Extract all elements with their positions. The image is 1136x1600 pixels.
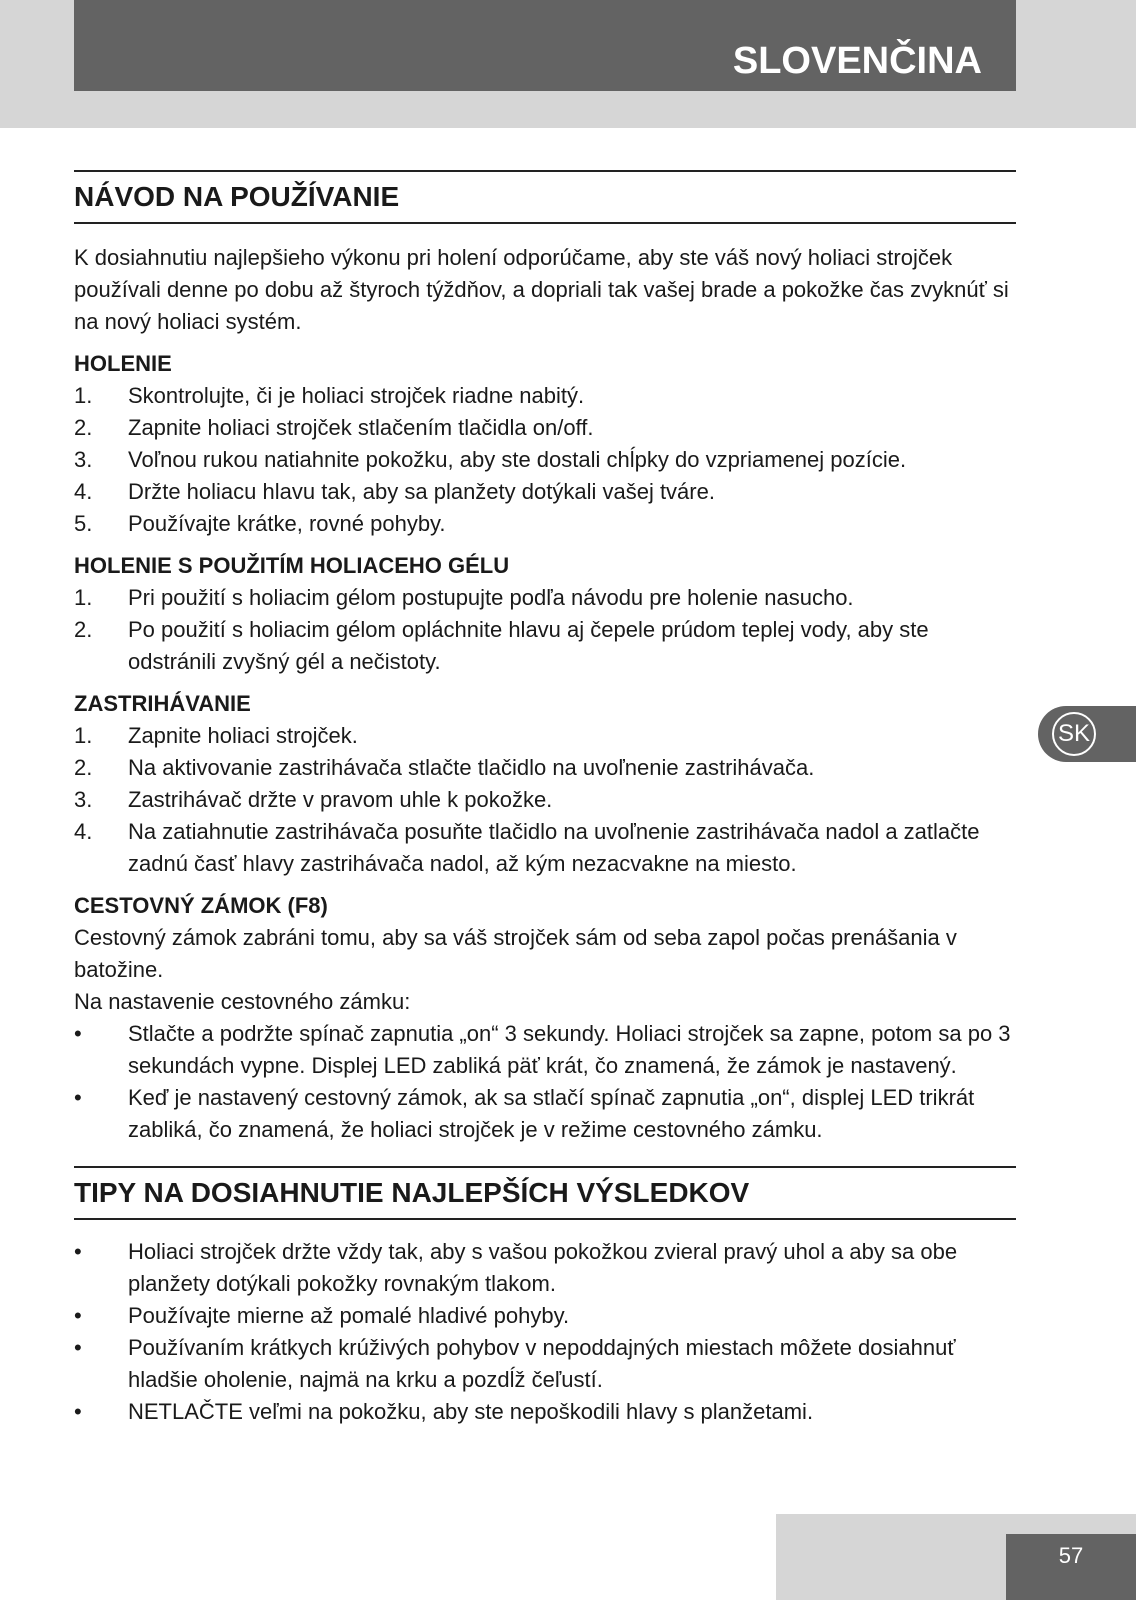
list-item: • Stlačte a podržte spínač zapnutia „on“ 3 sekundy. Holiaci strojček sa zapne, potom sa po 3 sekundách vypne. Displej LED zabliká päť krát, čo znamená, že zámok je nastavený.: [74, 1021, 1011, 1078]
gel-steps: [74, 582, 1016, 678]
list-item: 3. Voľnou rukou natiahnite pokožku, aby ste dostali chĺpky do vzpriamenej pozície.: [74, 447, 907, 472]
shaving-steps: [74, 380, 1016, 540]
page-number-box: [1006, 1534, 1136, 1600]
language-side-tab: [1038, 706, 1136, 762]
list-item: • Používaním krátkych krúživých pohybov v nepoddajných miestach môžete dosiahnuť hladšie oholenie, najmä na krku a pozdĺž čeľustí.: [74, 1335, 956, 1392]
list-item: 5. Používajte krátke, rovné pohyby.: [74, 511, 446, 536]
language-title: SLOVENČINA: [732, 40, 982, 82]
subheading-trimming: ZASTRIHÁVANIE: [74, 691, 251, 716]
list-item: 3. Zastrihávač držte v pravom uhle k pokožke.: [74, 787, 553, 812]
trimming-steps: [74, 720, 1016, 880]
list-item: 4. Držte holiacu hlavu tak, aby sa planžety dotýkali vašej tváre.: [74, 479, 715, 504]
language-header: [74, 0, 1016, 91]
list-item: • NETLAČTE veľmi na pokožku, aby ste nepoškodili hlavy s planžetami.: [74, 1399, 814, 1424]
list-item: 1. Pri použití s holiacim gélom postupujte podľa návodu pre holenie nasucho.: [74, 585, 854, 610]
page-content: [74, 170, 1016, 1428]
language-code-badge: SK: [1052, 712, 1096, 756]
list-item: • Keď je nastavený cestovný zámok, ak sa stlačí spínač zapnutia „on“, displej LED trikrát zabliká, čo znamená, že holiaci strojček je v režime cestovného zámku.: [74, 1085, 975, 1142]
list-item: 1. Zapnite holiaci strojček.: [74, 723, 358, 748]
intro-paragraph: K dosiahnutiu najlepšieho výkonu pri holení odporúčame, aby ste váš nový holiaci strojček používali denne po dobu až štyroch týždňov, a dopriali tak vašej brade a pokožke čas zvyknúť si na nový holiaci systém.: [74, 245, 1009, 334]
list-item: 2. Na aktivovanie zastrihávača stlačte tlačidlo na uvoľnenie zastrihávača.: [74, 755, 815, 780]
list-item: • Používajte mierne až pomalé hladivé pohyby.: [74, 1303, 570, 1328]
subheading-shaving: HOLENIE: [74, 351, 172, 376]
subheading-gel-shaving: HOLENIE S POUŽITÍM HOLIACEHO GÉLU: [74, 553, 510, 578]
section-title-instructions: NÁVOD NA POUŽÍVANIE: [74, 170, 1016, 224]
travel-lock-setup-label: Na nastavenie cestovného zámku:: [74, 989, 411, 1014]
travel-lock-description: Cestovný zámok zabráni tomu, aby sa váš strojček sám od seba zapol počas prenášania v batožine.: [74, 925, 957, 982]
section-title-tips: TIPY NA DOSIAHNUTIE NAJLEPŠÍCH VÝSLEDKOV: [74, 1166, 1016, 1220]
list-item: 4. Na zatiahnutie zastrihávača posuňte tlačidlo na uvoľnenie zastrihávača nadol a zatlačte zadnú časť hlavy zastrihávača nadol, až kým nezacvakne na miesto.: [74, 819, 980, 876]
subheading-travel-lock: CESTOVNÝ ZÁMOK (F8): [74, 893, 328, 918]
list-item: 2. Po použití s holiacim gélom opláchnite hlavu aj čepele prúdom teplej vody, aby ste odstránili zvyšný gél a nečistoty.: [74, 617, 929, 674]
list-item: • Holiaci strojček držte vždy tak, aby s vašou pokožkou zvieral pravý uhol a aby sa obe planžety dotýkali pokožky rovnakým tlakom.: [74, 1239, 958, 1296]
page-number: 57: [1058, 1543, 1084, 1568]
travel-lock-bullets: [74, 1018, 1016, 1146]
list-item: 2. Zapnite holiaci strojček stlačením tlačidla on/off.: [74, 415, 594, 440]
list-item: 1. Skontrolujte, či je holiaci strojček riadne nabitý.: [74, 383, 585, 408]
tips-bullets: [74, 1236, 1016, 1428]
